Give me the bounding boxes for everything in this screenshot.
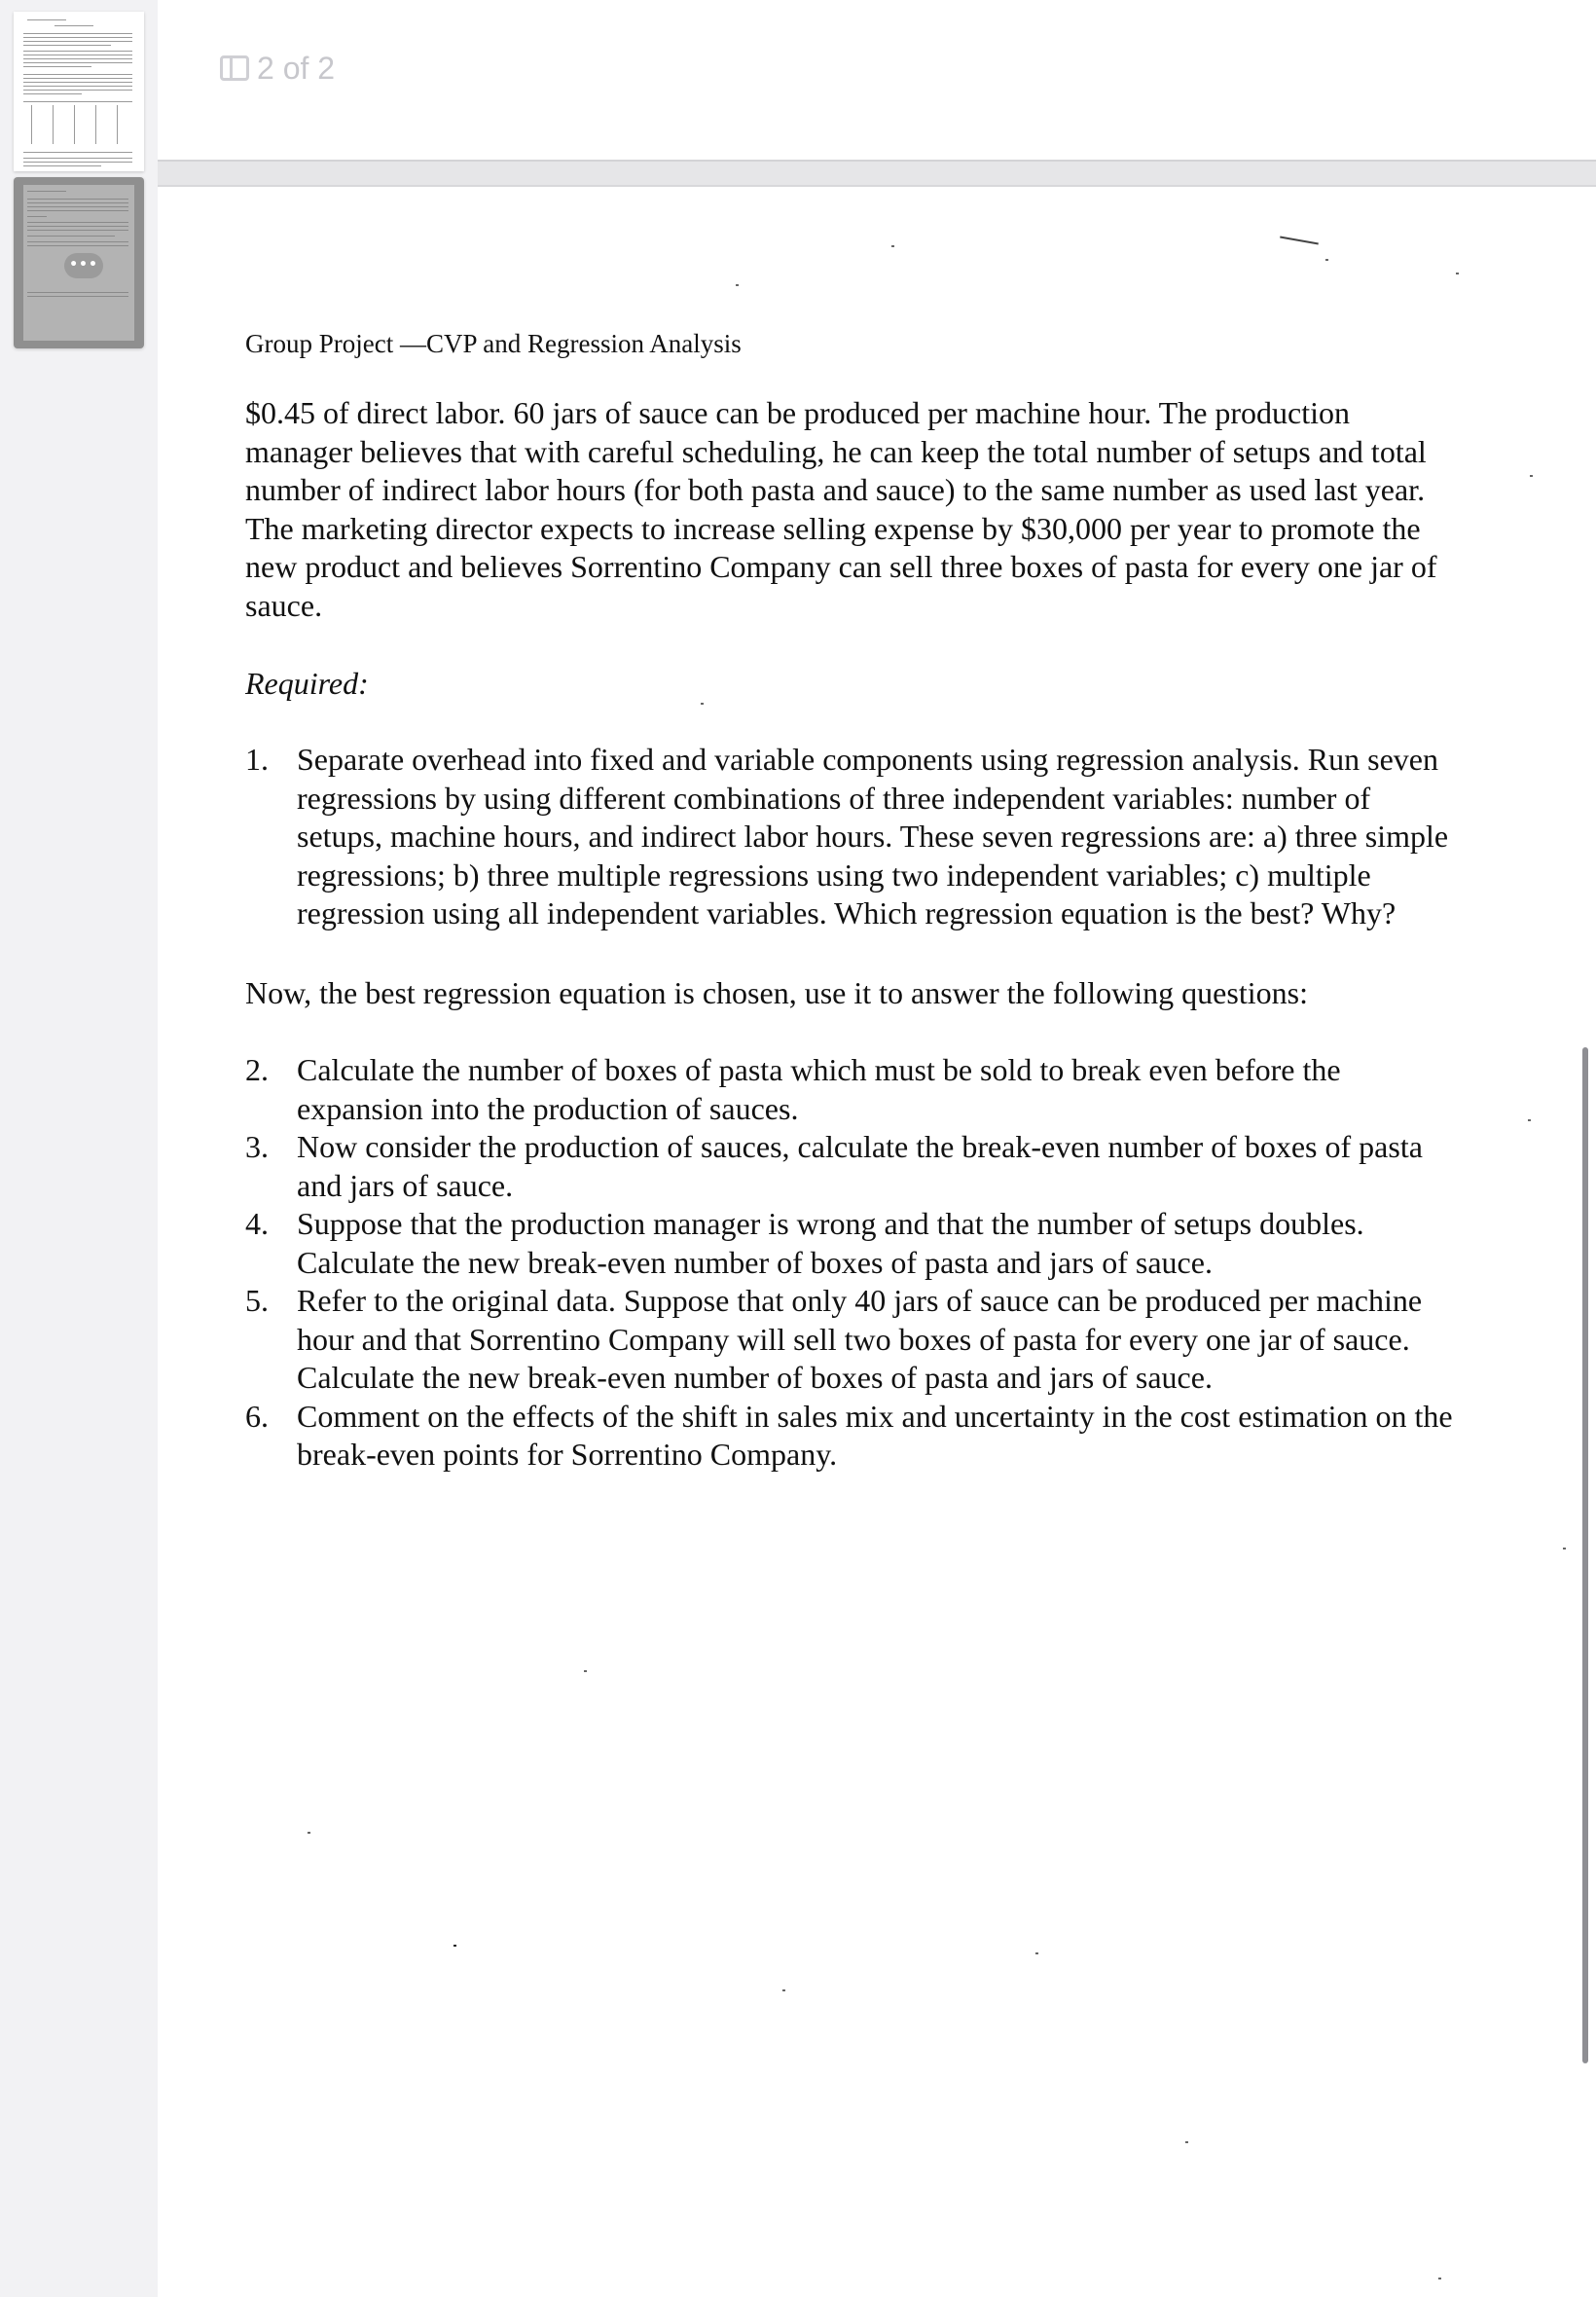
page-separator [158,160,1596,187]
page-header: Group Project —CVP and Regression Analysis [245,329,742,358]
requirements-list [245,741,1462,933]
scan-speck [1280,237,1319,245]
list-item: 5. Refer to the original data. Suppose that only 40 jars of sauce can be produced per machine hour and that Sorrentino Company will sell two boxes of pasta for every one jar of sauce. Calculate the new break-even number of boxes of pasta and jars of sauce. [245,1283,1423,1395]
scan-speck [1035,1952,1038,1954]
scan-speck [1438,2278,1441,2279]
page-thumbnail-1[interactable] [14,12,144,171]
list-item: 6. Comment on the effects of the shift in sales mix and uncertainty in the cost estimation on the break-even points for Sorrentino Company. [245,1398,1453,1472]
page-indicator [212,47,346,90]
scan-speck [701,703,704,705]
scan-speck [1456,273,1459,274]
list-item: 1. Separate overhead into fixed and variable components using regression analysis. Run seven regressions by using different combinations of three independent variables: number of setups, machine hours, and indirect labor hours. These seven regressions are: a) three simple regressions; b) three multiple regressions using two independent variables; c) multiple regression using all independent variables. Which regression equation is the best? Why? [245,742,1449,930]
vertical-scrollbar[interactable] [1582,1047,1588,2063]
scan-speck [308,1832,310,1834]
required-label: Required: [245,666,369,701]
scan-speck [736,284,739,286]
scan-speck [584,1670,587,1672]
thumbnail-sidebar [0,0,158,2297]
scan-speck [1528,1119,1531,1121]
list-item: 3. Now consider the production of sauces, calculate the break-even number of boxes of pasta and jars of sauce. [245,1129,1423,1203]
questions-list [245,1051,1462,1475]
list-item: 4. Suppose that the production manager is wrong and that the number of setups doubles. Calculate the new break-even number of boxes of pasta and jars of sauce. [245,1206,1364,1280]
more-options-button[interactable]: ••• [64,253,103,278]
list-item: 2. Calculate the number of boxes of pasta which must be sold to break even before the expansion into the production of sauces. [245,1052,1341,1126]
scan-speck [891,245,894,247]
page-indicator-label: 2 of 2 [257,50,336,86]
page-thumbnail-2-selected[interactable] [14,177,144,348]
sidebar-toggle-icon [220,55,249,81]
scan-speck [1325,259,1328,261]
transition-paragraph: Now, the best regression equation is chosen, use it to answer the following questions: [245,974,1308,1010]
document-page [245,329,1462,1475]
scan-speck [1563,1548,1566,1550]
scan-speck [782,1989,785,1991]
scan-speck [453,1945,456,1947]
scan-speck [1530,475,1533,477]
intro-paragraph: $0.45 of direct labor. 60 jars of sauce can be produced per machine hour. The production manager believes that with careful scheduling, he can keep the total number of setups and total number of indirect labor hours (for both pasta and sauce) to the same number as used last year. The marketing director expects to increase selling expense by $30,000 per year to promote the new product and believes Sorrentino Company can sell three boxes of pasta for every one jar of sauce. [245,395,1437,623]
scan-speck [1185,2141,1188,2143]
